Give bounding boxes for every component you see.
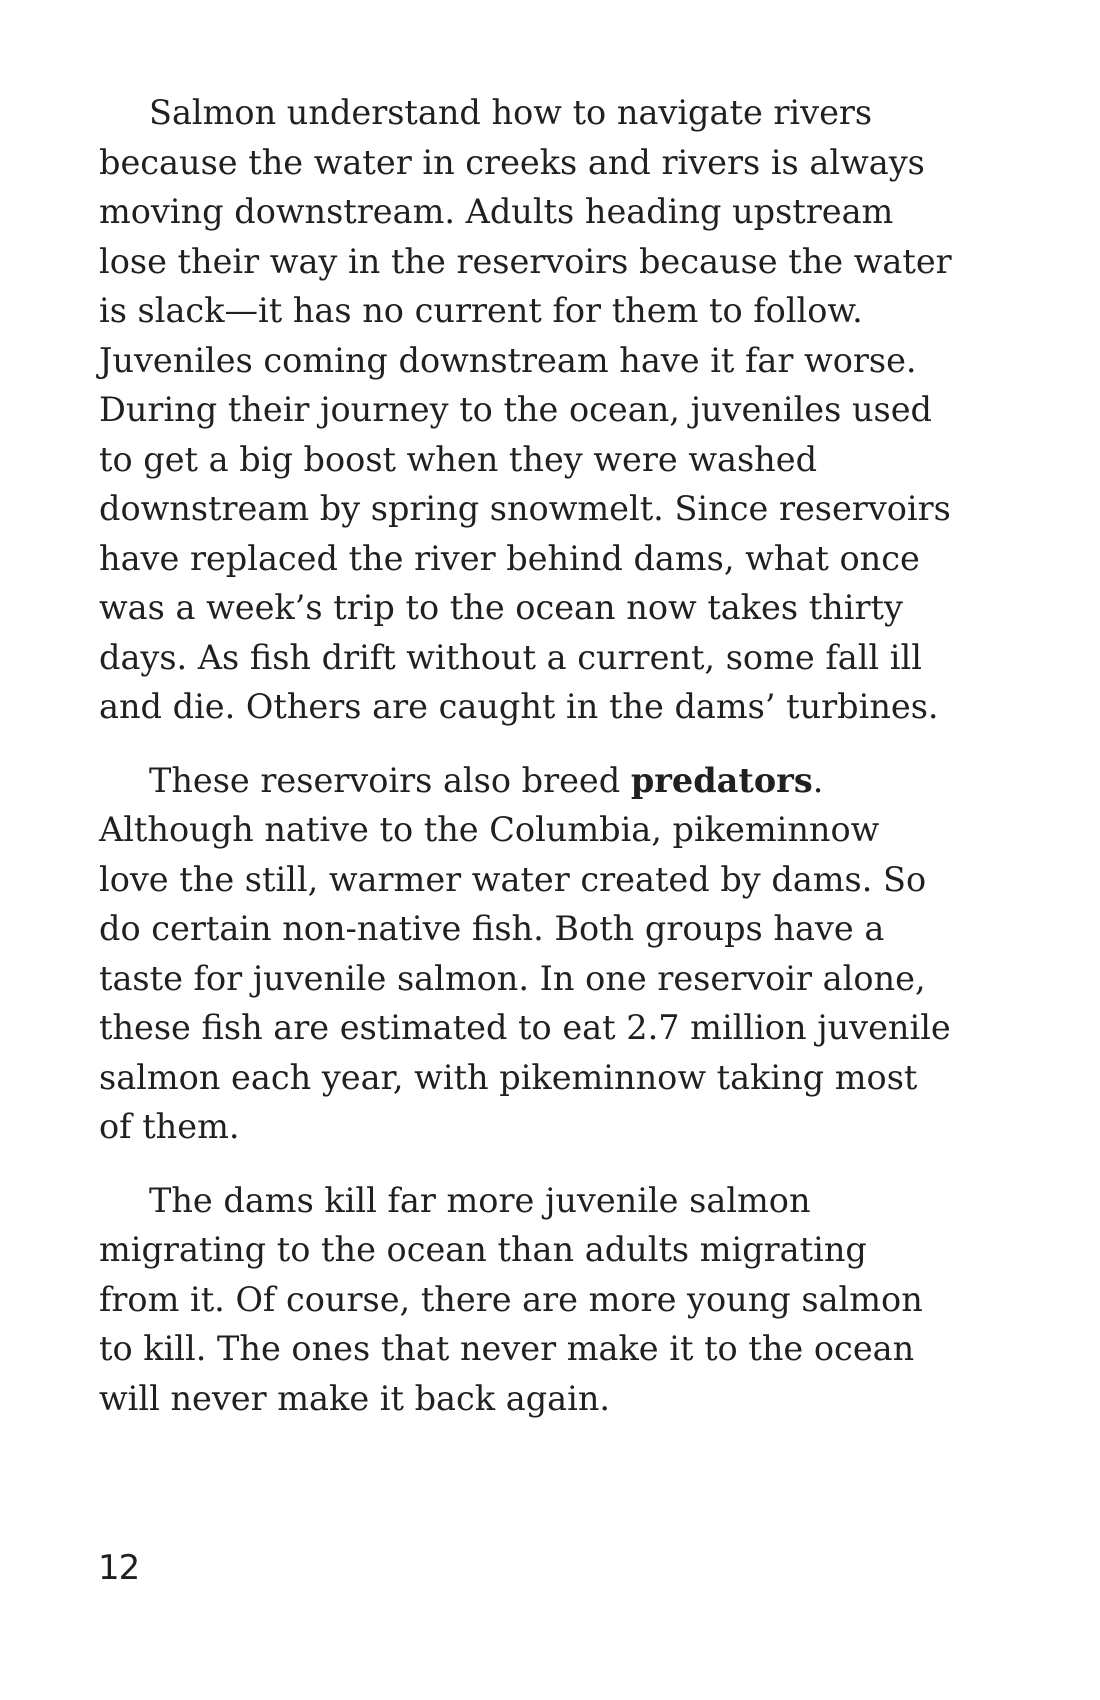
text-line: Salmon understand how to navigate rivers xyxy=(149,93,873,132)
body-text xyxy=(99,88,952,1447)
text-line: of them. xyxy=(99,1107,240,1146)
text-line: was a week’s trip to the ocean now takes thirty xyxy=(99,588,903,627)
text-line xyxy=(99,756,929,806)
text-run: These reservoirs also breed xyxy=(149,760,631,800)
paragraph-2 xyxy=(99,756,951,1152)
text-line: taste for juvenile salmon. In one reservoir alone, xyxy=(99,958,926,998)
text-line: love the still, warmer water created by dams. So xyxy=(99,859,927,899)
glossary-term-predators: predators xyxy=(630,760,813,800)
text-run: . xyxy=(812,760,824,800)
text-line: is slack—it has no current for them to follow. xyxy=(99,291,863,330)
text-line: to kill. The ones that never make it to the ocean xyxy=(99,1329,915,1368)
text-line: migrating to the ocean than adults migrating xyxy=(99,1230,867,1269)
text-line: will never make it back again. xyxy=(99,1378,611,1418)
text-line: Although native to the Columbia, pikeminnow xyxy=(99,810,880,849)
text-line: from it. Of course, there are more young salmon xyxy=(99,1279,923,1319)
text-line: salmon each year, with pikeminnow taking most xyxy=(99,1057,918,1097)
text-line: The dams kill far more juvenile salmon xyxy=(149,1180,811,1220)
paragraph-1 xyxy=(99,88,952,732)
text-line: lose their way in the reservoirs because the water xyxy=(99,241,952,281)
text-line: because the water in creeks and rivers is always xyxy=(99,142,925,182)
text-line: these fish are estimated to eat 2.7 million juvenile xyxy=(99,1008,951,1047)
text-line: moving downstream. Adults heading upstream xyxy=(99,192,894,231)
text-line: downstream by spring snowmelt. Since reservoirs xyxy=(99,489,951,528)
text-line: and die. Others are caught in the dams’ turbines. xyxy=(99,687,939,726)
page-number: 12 xyxy=(98,1548,140,1588)
text-line: to get a big boost when they were washed xyxy=(99,439,818,479)
text-line: During their journey to the ocean, juveniles used xyxy=(99,390,933,429)
text-line: do certain non-native fish. Both groups have a xyxy=(99,909,885,948)
text-line: have replaced the river behind dams, what once xyxy=(99,538,920,578)
paragraph-3 xyxy=(99,1176,929,1424)
text-line: Juveniles coming downstream have it far worse. xyxy=(99,340,917,380)
text-line: days. As fish drift without a current, some fall ill xyxy=(99,637,922,677)
